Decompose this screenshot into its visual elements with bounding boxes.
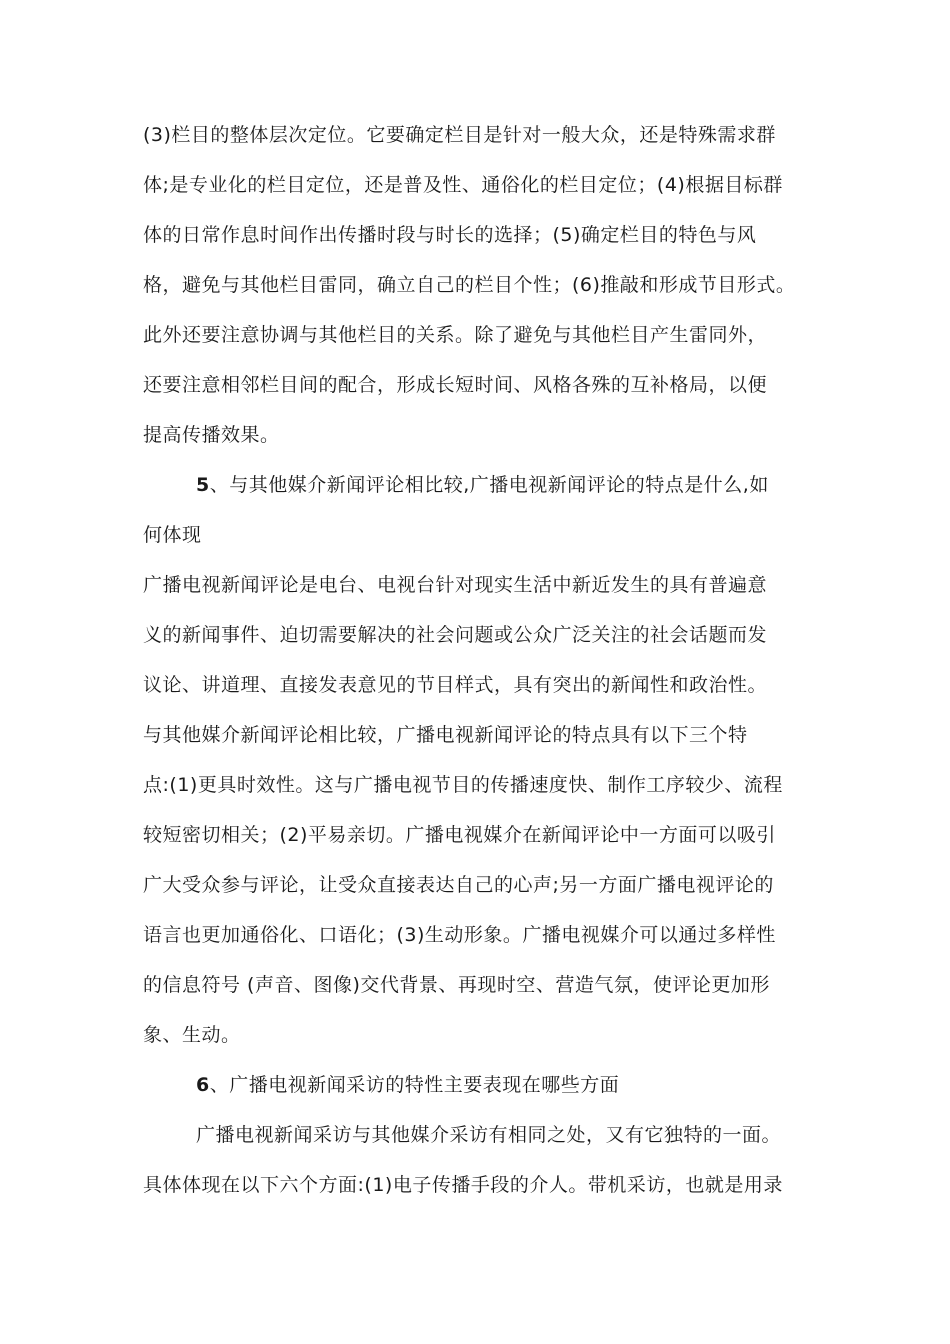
paragraph-line: 广播电视新闻采访与其他媒介采访有相同之处，又有它独特的一面。: [196, 1124, 782, 1146]
section-heading-6: [196, 1066, 809, 1104]
paragraph-line: 点:(1)更具时效性。这与广播电视节目的传播速度快、制作工序较少、流程: [143, 774, 783, 796]
heading-text: 、广播电视新闻采访的特性主要表现在哪些方面: [209, 1074, 620, 1096]
paragraph-line: 还要注意相邻栏目间的配合，形成长短时间、风格各殊的互补格局，以便: [143, 374, 768, 396]
paragraph-line: 格，避免与其他栏目雷同，确立自己的栏目个性；(6)推敲和形成节目形式。: [143, 274, 796, 296]
paragraph-line: 语言也更加通俗化、口语化；(3)生动形象。广播电视媒介可以通过多样性: [143, 924, 776, 946]
heading-number: 6: [196, 1074, 210, 1096]
heading-number: 5: [196, 474, 210, 496]
paragraph-line: 提高传播效果。: [143, 424, 280, 446]
paragraph-line: 广播电视新闻评论是电台、电视台针对现实生活中新近发生的具有普遍意: [143, 574, 768, 596]
paragraph-line: 具体体现在以下六个方面:(1)电子传播手段的介人。带机采访，也就是用录: [143, 1174, 783, 1196]
paragraph-line: 体;是专业化的栏目定位，还是普及性、通俗化的栏目定位；(4)根据目标群: [143, 174, 783, 196]
paragraph-line: 象、生动。: [143, 1024, 241, 1046]
paragraph-line: 的信息符号 (声音、图像)交代背景、再现时空、营造气氛，使评论更加形: [143, 974, 770, 996]
paragraph-line: 此外还要注意协调与其他栏目的关系。除了避免与其他栏目产生雷同外，: [143, 324, 768, 346]
paragraph-line: 体的日常作息时间作出传播时段与时长的选择；(5)确定栏目的特色与风: [143, 224, 757, 246]
paragraph-line: 较短密切相关；(2)平易亲切。广播电视媒介在新闻评论中一方面可以吸引: [143, 824, 776, 846]
section-heading-5: [196, 466, 809, 504]
paragraph-line: 与其他媒介新闻评论相比较，广播电视新闻评论的特点具有以下三个特: [143, 724, 748, 746]
paragraph-line: 义的新闻事件、迫切需要解决的社会问题或公众广泛关注的社会话题而发: [143, 624, 768, 646]
paragraph-line: 议论、讲道理、直接发表意见的节目样式，具有突出的新闻性和政治性。: [143, 674, 768, 696]
paragraph-line: 广大受众参与评论，让受众直接表达自己的心声;另一方面广播电视评论的: [143, 874, 774, 896]
paragraph-line: (3)栏目的整体层次定位。它要确定栏目是针对一般大众，还是特殊需求群: [143, 124, 776, 146]
heading-text: 、与其他媒介新闻评论相比较,广播电视新闻评论的特点是什么,如: [209, 474, 769, 496]
section-heading-5-continued: 何体现: [143, 524, 202, 546]
